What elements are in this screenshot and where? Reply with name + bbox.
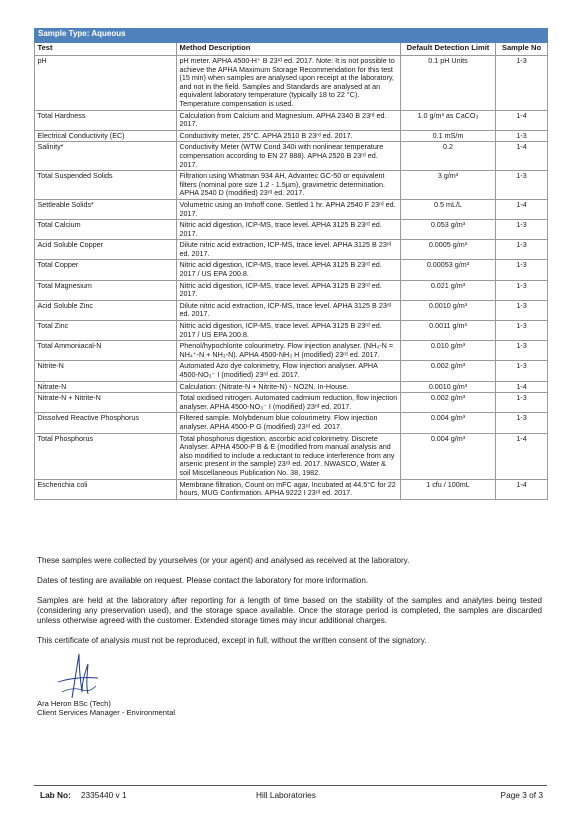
sample-type-band [35, 29, 548, 43]
cell-sample-no: 1-3 [496, 393, 548, 413]
cell-sample-no: 1-3 [496, 361, 548, 381]
signer-name: Ara Heron BSc (Tech) [37, 699, 111, 708]
cell-sample-no: 1-4 [496, 433, 548, 479]
table-row [35, 413, 548, 433]
cell-detection-limit: 0.010 g/m³ [401, 341, 496, 361]
cell-method: Phenol/hypochlorite colourimetry. Flow injection analyser. (NH₄-N = NH₄⁺-N + NH₃-N). APHA 4500-NH₃ H (modified) 23ʳᵈ ed. 2017. [177, 341, 401, 361]
table-row [35, 433, 548, 479]
cell-method: Calculation: (Nitrate-N + Nitrite-N) - NO2N. In-House. [177, 381, 401, 393]
cell-sample-no: 1-4 [496, 381, 548, 393]
table-row [35, 199, 548, 219]
cell-sample-no: 1-4 [496, 479, 548, 499]
table-row [35, 479, 548, 499]
cell-method: Nitric acid digestion, ICP-MS, trace level. APHA 3125 B 23ʳᵈ ed. 2017. [177, 220, 401, 240]
cell-test: Total Copper [35, 260, 177, 280]
cell-sample-no: 1-3 [496, 220, 548, 240]
lab-number [40, 790, 127, 800]
cell-detection-limit: 0.0010 g/m³ [401, 300, 496, 320]
signer-block [37, 699, 175, 718]
cell-method: Automated Azo dye colorimetry, Flow injection analyser. APHA 4500-NO₃⁻ I (modified) 23ʳᵈ ed. 2017. [177, 361, 401, 381]
cell-detection-limit: 0.002 g/m³ [401, 361, 496, 381]
cell-test: pH [35, 56, 177, 111]
cell-method: Dilute nitric acid extraction, ICP-MS, trace level. APHA 3125 B 23ʳᵈ ed. 2017. [177, 300, 401, 320]
cell-detection-limit: 0.0010 g/m³ [401, 381, 496, 393]
cell-sample-no: 1-4 [496, 110, 548, 130]
cell-sample-no: 1-3 [496, 300, 548, 320]
cell-detection-limit: 0.021 g/m³ [401, 280, 496, 300]
cell-sample-no: 1-3 [496, 240, 548, 260]
cell-detection-limit: 0.00053 g/m³ [401, 260, 496, 280]
cell-detection-limit: 1 cfu / 100mL [401, 479, 496, 499]
table-header-row [35, 43, 548, 56]
cell-detection-limit: 0.0011 g/m³ [401, 321, 496, 341]
cell-method: Total oxidised nitrogen. Automated cadmium reduction, flow injection analyser. APHA 4500-NO₃⁻ I (modified) 23ʳᵈ ed. 2017. [177, 393, 401, 413]
table-row [35, 171, 548, 200]
cell-test: Nitrate-N + Nitrite-N [35, 393, 177, 413]
organisation-name: Hill Laboratories [256, 790, 316, 800]
note-dates: Dates of testing are available on request. Please contact the laboratory for more information. [37, 576, 369, 585]
cell-test: Acid Soluble Copper [35, 240, 177, 260]
cell-method: Nitric acid digestion, ICP-MS, trace level. APHA 3125 B 23ʳᵈ ed. 2017 / US EPA 200.8. [177, 260, 401, 280]
cell-method: Filtration using Whatman 934 AH, Advantec GC-50 or equivalent filters (nominal pore size 1.2 - 1.5µm), gravimetric determination. APHA 2540 D (modified) 23ʳᵈ ed. 2017. [177, 171, 401, 200]
table-row [35, 393, 548, 413]
table-row [35, 110, 548, 130]
cell-sample-no: 1-3 [496, 321, 548, 341]
cell-test: Total Phosphorus [35, 433, 177, 479]
lab-no-value: 2335440 v 1 [80, 790, 127, 800]
page-footer [34, 790, 547, 802]
cell-method: Dilute nitric acid extraction, ICP-MS, trace level. APHA 3125 B 23ʳᵈ ed. 2017. [177, 240, 401, 260]
cell-sample-no: 1-4 [496, 142, 548, 171]
cell-method: pH meter. APHA 4500-H⁺ B 23ʳᵈ ed. 2017. Note: It is not possible to achieve the APHA Maximum Storage Recommendation for this test (15 min) when samples are analysed upon receipt at the laboratory, and not in the field. Samples and Standards are analysed at an equivalent laboratory temperature (typically 18 to 22 °C). Temperature compensation is used. [177, 56, 401, 111]
cell-detection-limit: 0.0005 g/m³ [401, 240, 496, 260]
sample-type-label: Sample Type: Aqueous [35, 29, 548, 43]
note-reproduction: This certificate of analysis must not be reproduced, except in full, without the written consent of the signatory. [37, 636, 427, 645]
cell-test: Total Calcium [35, 220, 177, 240]
table-row [35, 130, 548, 142]
cell-detection-limit: 0.2 [401, 142, 496, 171]
cell-sample-no: 1-3 [496, 260, 548, 280]
cell-test: Total Ammoniacal-N [35, 341, 177, 361]
cell-test: Total Hardness [35, 110, 177, 130]
lab-no-label: Lab No: [40, 790, 71, 800]
cell-sample-no: 1-3 [496, 130, 548, 142]
cell-detection-limit: 0.5 mL/L [401, 199, 496, 219]
cell-sample-no: 1-3 [496, 56, 548, 111]
cell-method: Volumetric using an Imhoff cone. Settled 1 hr. APHA 2540 F 23ʳᵈ ed. 2017. [177, 199, 401, 219]
methods-table [34, 28, 548, 500]
cell-test: Escherichia coli [35, 479, 177, 499]
cell-method: Membrane filtration, Count on mFC agar, Incubated at 44.5°C for 22 hours, MUG Confirmation. APHA 9222 I 23ʳᵈ ed. 2017. [177, 479, 401, 499]
cell-test: Total Magnesium [35, 280, 177, 300]
table-row [35, 56, 548, 111]
table-row [35, 240, 548, 260]
note-storage: Samples are held at the laboratory after reporting for a length of time based on the stability of the samples and analytes being tested (considering any preservation used), and the storage space available. Once the storage period is completed, the samples are discarded unless otherwise agreed with the customer. Extended storage times may incur additional charges. [37, 596, 542, 625]
cell-test: Nitrite-N [35, 361, 177, 381]
cell-detection-limit: 0.002 g/m³ [401, 393, 496, 413]
table-row [35, 260, 548, 280]
cell-method: Calculation from Calcium and Magnesium. APHA 2340 B 23ʳᵈ ed. 2017. [177, 110, 401, 130]
cell-detection-limit: 3 g/m³ [401, 171, 496, 200]
footer-rule [34, 785, 547, 786]
cell-method: Total phosphorus digestion, ascorbic acid colorimetry. Discrete Analyser. APHA 4500-P B & E (modified from manual analysis and also modified to include a reductant to reduce interference from any arsenic present in the sample) 23ʳᵈ ed. 2017. NWASCO, Water & soil Miscellaneous Publication No. 38, 1982. [177, 433, 401, 479]
cell-detection-limit: 1.0 g/m³ as CaCO₃ [401, 110, 496, 130]
cell-test: Total Zinc [35, 321, 177, 341]
cell-test: Salinity* [35, 142, 177, 171]
header-test: Test [35, 43, 177, 56]
cell-detection-limit: 0.1 pH Units [401, 56, 496, 111]
header-detection-limit: Default Detection Limit [401, 43, 496, 56]
header-sample-no: Sample No [496, 43, 548, 56]
table-row [35, 321, 548, 341]
table-row [35, 341, 548, 361]
cell-method: Nitric acid digestion, ICP-MS, trace level. APHA 3125 B 23ʳᵈ ed. 2017 / US EPA 200.8. [177, 321, 401, 341]
cell-test: Acid Soluble Zinc [35, 300, 177, 320]
cell-sample-no: 1-3 [496, 171, 548, 200]
cell-detection-limit: 0.1 mS/m [401, 130, 496, 142]
table-row [35, 300, 548, 320]
cell-method: Conductivity Meter (WTW Cond 340i with nonlinear temperature compensation according to EN 27 888). APHA 2520 B 23ʳᵈ ed. 2017. [177, 142, 401, 171]
table-row [35, 220, 548, 240]
signer-title: Client Services Manager - Environmental [37, 708, 176, 718]
cell-detection-limit: 0.004 g/m³ [401, 413, 496, 433]
cell-test: Dissolved Reactive Phosphorus [35, 413, 177, 433]
note-collection: These samples were collected by yourselves (or your agent) and analysed as received at the laboratory. [37, 556, 410, 565]
cell-test: Total Suspended Solids [35, 171, 177, 200]
table-body [35, 56, 548, 500]
cell-sample-no: 1-3 [496, 280, 548, 300]
cell-test: Settleable Solids* [35, 199, 177, 219]
cell-detection-limit: 0.004 g/m³ [401, 433, 496, 479]
page-number: Page 3 of 3 [500, 790, 543, 800]
cell-method: Filtered sample. Molybdenum blue colourimetry. Flow injection analyser. APHA 4500-P G (modified) 23ʳᵈ ed. 2017. [177, 413, 401, 433]
cell-sample-no: 1-4 [496, 199, 548, 219]
cell-test: Nitrate-N [35, 381, 177, 393]
signature-image [52, 648, 102, 700]
table-row [35, 280, 548, 300]
header-method: Method Description [177, 43, 401, 56]
cell-detection-limit: 0.053 g/m³ [401, 220, 496, 240]
table-row [35, 381, 548, 393]
notes-block [37, 556, 542, 656]
cell-sample-no: 1-3 [496, 341, 548, 361]
cell-method: Nitric acid digestion, ICP-MS, trace level. APHA 3125 B 23ʳᵈ ed. 2017. [177, 280, 401, 300]
table-row [35, 361, 548, 381]
table-row [35, 142, 548, 171]
cell-test: Electrical Conductivity (EC) [35, 130, 177, 142]
cell-sample-no: 1-3 [496, 413, 548, 433]
cell-method: Conductivity meter, 25°C. APHA 2510 B 23ʳᵈ ed. 2017. [177, 130, 401, 142]
